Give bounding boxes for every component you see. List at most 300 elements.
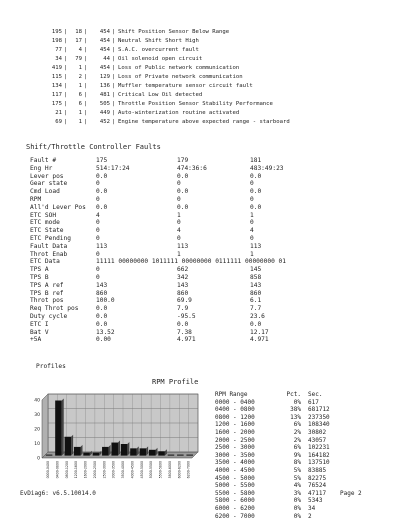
fault-description: Critical Low Oil detected xyxy=(118,91,202,100)
rpm-range: 2000 - 2500 xyxy=(215,437,255,445)
rpm-profile-chart xyxy=(28,392,208,487)
param-value-2: 179 xyxy=(177,157,188,165)
rpm-range: 1200 - 1600 xyxy=(215,421,255,429)
param-value-3: 0 xyxy=(250,219,254,227)
param-label: Req Throt pos xyxy=(30,305,78,313)
fault-code: 454 xyxy=(88,64,110,73)
param-value-2: 474:36:6 xyxy=(177,165,207,173)
column-separator: | xyxy=(64,64,67,73)
param-value-1: 860 xyxy=(96,290,107,298)
param-value-3: 0 xyxy=(250,196,254,204)
param-row xyxy=(30,313,380,321)
rpm-sec: 2 xyxy=(308,513,312,520)
chart-bar xyxy=(140,448,147,455)
rpm-range: 4500 - 5000 xyxy=(215,475,255,483)
column-separator: | xyxy=(112,100,115,109)
chart-bar xyxy=(121,444,128,456)
x-tick-label: 5800-6000 xyxy=(168,461,172,478)
y-tick-label: 10 xyxy=(34,441,40,447)
rpm-sec: 83885 xyxy=(308,467,326,475)
param-value-1: 0.0 xyxy=(96,173,107,181)
param-value-1: 0.0 xyxy=(96,204,107,212)
param-value-1: 0.0 xyxy=(96,321,107,329)
y-tick-label: 30 xyxy=(34,412,40,418)
param-value-2: 4.971 xyxy=(177,336,196,344)
param-label: ETC SOH xyxy=(30,212,56,220)
column-separator: | xyxy=(64,46,67,55)
rpm-pct: 8% xyxy=(281,459,301,467)
chart-bar xyxy=(74,447,81,456)
rpm-pct: 0% xyxy=(281,399,301,407)
param-value-2: 0 xyxy=(177,180,181,188)
y-tick-label: 40 xyxy=(34,398,40,404)
fault-description: Shift Position Sensor Below Range xyxy=(118,28,229,37)
fault-number: 198 xyxy=(30,37,62,46)
param-value-3: 0.0 xyxy=(250,188,261,196)
param-value-1: 0.0 xyxy=(96,188,107,196)
x-tick-label: 6200-7000 xyxy=(187,461,191,478)
param-value-3: 0.0 xyxy=(250,204,261,212)
column-separator: | xyxy=(84,46,87,55)
column-separator: | xyxy=(84,28,87,37)
rpm-range: 1600 - 2000 xyxy=(215,429,255,437)
rpm-pct: 38% xyxy=(281,406,301,414)
param-value-1: 0 xyxy=(96,196,100,204)
param-value-3: 6.1 xyxy=(250,297,261,305)
param-value-3: 12.17 xyxy=(250,329,269,337)
rpm-sec: 137510 xyxy=(308,459,330,467)
param-row xyxy=(30,251,380,259)
param-value-2: 1 xyxy=(177,212,181,220)
fault-row xyxy=(30,28,370,37)
x-tick-label: 5000-5500 xyxy=(149,461,153,478)
column-separator: | xyxy=(84,118,87,127)
param-row xyxy=(30,282,380,290)
param-value-3: 1 xyxy=(250,251,254,259)
param-row xyxy=(30,321,380,329)
param-value-3: 143 xyxy=(250,282,261,290)
column-separator: | xyxy=(64,28,67,37)
param-value-3: 858 xyxy=(250,274,261,282)
param-value-wide: 11111 00000000 1011111 00000000 0111111 00000000 01 xyxy=(96,258,286,266)
param-value-1: 143 xyxy=(96,282,107,290)
param-row xyxy=(30,266,380,274)
column-separator: | xyxy=(84,37,87,46)
param-label: TPS A ref xyxy=(30,282,64,290)
fault-code: 449 xyxy=(88,109,110,118)
chart-bar-side xyxy=(127,442,129,456)
fault-code: 454 xyxy=(88,37,110,46)
param-value-1: 0.0 xyxy=(96,313,107,321)
param-row xyxy=(30,336,380,344)
param-row xyxy=(30,235,380,243)
param-value-1: 13.52 xyxy=(96,329,115,337)
param-label: ETC Pending xyxy=(30,235,71,243)
rpm-row xyxy=(215,452,385,460)
column-separator: | xyxy=(64,100,67,109)
fault-row xyxy=(30,118,370,127)
footer-page-number: Page 2 xyxy=(340,490,362,497)
chart-bar xyxy=(55,401,62,456)
param-value-3: 7.7 xyxy=(250,305,261,313)
x-tick-label: 2500-3000 xyxy=(102,461,106,478)
param-value-2: 113 xyxy=(177,243,188,251)
param-row xyxy=(30,180,380,188)
x-tick-label: 3500-4000 xyxy=(121,461,125,478)
rpm-pct: 2% xyxy=(281,429,301,437)
rpm-pct: 6% xyxy=(281,421,301,429)
param-label: ETC I xyxy=(30,321,49,329)
fault-number: 69 xyxy=(30,118,62,127)
param-label: Eng Hr xyxy=(30,165,52,173)
column-separator: | xyxy=(112,64,115,73)
param-label: Throt Enab xyxy=(30,251,67,259)
column-separator: | xyxy=(84,55,87,64)
fault-code: 44 xyxy=(88,55,110,64)
param-label: +5A xyxy=(30,336,41,344)
chart-bar xyxy=(186,455,193,456)
rpm-pct: 0% xyxy=(281,497,301,505)
param-label: ETC mode xyxy=(30,219,60,227)
rpm-pct: 2% xyxy=(281,437,301,445)
param-value-1: 0 xyxy=(96,180,100,188)
x-tick-label: 0000-0400 xyxy=(46,461,50,478)
rpm-row xyxy=(215,399,385,407)
rpm-sec: 5343 xyxy=(308,497,322,505)
param-value-1: 0.00 xyxy=(96,336,111,344)
fault-count: 17 xyxy=(68,37,82,46)
param-row xyxy=(30,329,380,337)
column-separator: | xyxy=(112,73,115,82)
rpm-sec: 617 xyxy=(308,399,319,407)
fault-code: 454 xyxy=(88,28,110,37)
param-label: Lever pos xyxy=(30,173,64,181)
param-value-2: 860 xyxy=(177,290,188,298)
rpm-range-table xyxy=(215,391,385,520)
fault-row xyxy=(30,37,370,46)
y-tick-label: 0 xyxy=(37,456,40,462)
param-label: ETC Data xyxy=(30,258,60,266)
param-value-3: 483:49:23 xyxy=(250,165,284,173)
param-value-1: 0 xyxy=(96,235,100,243)
column-separator: | xyxy=(64,82,67,91)
column-separator: | xyxy=(84,100,87,109)
rpm-range: 5500 - 5800 xyxy=(215,490,255,498)
column-separator: | xyxy=(112,55,115,64)
rpm-row xyxy=(215,497,385,505)
profiles-label: Profiles xyxy=(36,363,66,370)
rpm-sec: 681712 xyxy=(308,406,330,414)
rpm-row xyxy=(215,429,385,437)
param-row xyxy=(30,196,380,204)
param-label: ETC State xyxy=(30,227,64,235)
param-value-3: 4.971 xyxy=(250,336,269,344)
param-value-2: 0.0 xyxy=(177,188,188,196)
param-value-2: 143 xyxy=(177,282,188,290)
column-separator: | xyxy=(84,109,87,118)
rpm-row xyxy=(215,505,385,513)
param-value-2: 0 xyxy=(177,196,181,204)
chart-bar xyxy=(93,453,100,456)
param-value-2: 662 xyxy=(177,266,188,274)
param-value-1: 0.0 xyxy=(96,305,107,313)
chart-bar xyxy=(83,453,90,456)
column-separator: | xyxy=(112,37,115,46)
param-value-3: 0 xyxy=(250,235,254,243)
param-value-2: 7.38 xyxy=(177,329,192,337)
param-label: Bat V xyxy=(30,329,49,337)
fault-number: 419 xyxy=(30,64,62,73)
rpm-range: 5800 - 6000 xyxy=(215,497,255,505)
param-value-3: 181 xyxy=(250,157,261,165)
fault-description: Muffler temperature sensor circuit fault xyxy=(118,82,253,91)
column-separator: | xyxy=(112,28,115,37)
rpm-sec: 102231 xyxy=(308,444,330,452)
param-value-2: 1 xyxy=(177,251,181,259)
param-value-2: 69.9 xyxy=(177,297,192,305)
fault-row xyxy=(30,109,370,118)
x-tick-label: 0400-0800 xyxy=(55,461,59,478)
fault-description: Loss of Private network communication xyxy=(118,73,243,82)
rpm-pct: 6% xyxy=(281,444,301,452)
param-row xyxy=(30,274,380,282)
fault-description: Oil solenoid open circuit xyxy=(118,55,202,64)
column-separator: | xyxy=(84,73,87,82)
rpm-range: 5000 - 5500 xyxy=(215,482,255,490)
fault-number: 34 xyxy=(30,55,62,64)
chart-bar-side xyxy=(71,435,73,456)
param-row xyxy=(30,297,380,305)
column-separator: | xyxy=(64,91,67,100)
rpm-range: 3000 - 3500 xyxy=(215,452,255,460)
fault-row xyxy=(30,64,370,73)
rpm-sec: 108340 xyxy=(308,421,330,429)
footer-version: EvDiag6: v6.5.10014.0 xyxy=(20,490,96,497)
rpm-range: 2500 - 3000 xyxy=(215,444,255,452)
rpm-sec: 30802 xyxy=(308,429,326,437)
x-tick-label: 2000-2500 xyxy=(93,461,97,478)
param-row xyxy=(30,173,380,181)
rpm-pct: 13% xyxy=(281,414,301,422)
rpm-sec: 76524 xyxy=(308,482,326,490)
param-row xyxy=(30,243,380,251)
fault-code: 481 xyxy=(88,91,110,100)
chart-side-wall xyxy=(42,394,48,458)
rpm-row xyxy=(215,467,385,475)
fault-count: 4 xyxy=(68,46,82,55)
param-value-2: 4 xyxy=(177,227,181,235)
chart-bar xyxy=(168,455,175,456)
param-label: TPS B ref xyxy=(30,290,64,298)
param-value-3: 145 xyxy=(250,266,261,274)
fault-number: 21 xyxy=(30,109,62,118)
x-tick-label: 4000-4500 xyxy=(130,461,134,478)
rpm-range: 4000 - 4500 xyxy=(215,467,255,475)
fault-row xyxy=(30,82,370,91)
controller-fault-table xyxy=(30,157,380,344)
param-row xyxy=(30,204,380,212)
column-separator: | xyxy=(112,118,115,127)
column-separator: | xyxy=(112,46,115,55)
param-value-1: 0 xyxy=(96,227,100,235)
x-tick-label: 3000-3500 xyxy=(112,461,116,478)
fault-code-list xyxy=(30,28,370,127)
param-label: All'd Lever Pos xyxy=(30,204,86,212)
fault-row xyxy=(30,100,370,109)
param-value-1: 0 xyxy=(96,251,100,259)
fault-row xyxy=(30,91,370,100)
rpm-row xyxy=(215,459,385,467)
param-value-2: 0.0 xyxy=(177,173,188,181)
rpm-range: 0400 - 0800 xyxy=(215,406,255,414)
x-tick-label: 6000-6200 xyxy=(177,461,181,478)
param-row xyxy=(30,165,380,173)
column-separator: | xyxy=(112,91,115,100)
param-value-2: 0.0 xyxy=(177,204,188,212)
column-separator: | xyxy=(64,55,67,64)
param-value-3: 0 xyxy=(250,180,254,188)
fault-count: 1 xyxy=(68,109,82,118)
rpm-row xyxy=(215,421,385,429)
fault-description: Auto-winterization routine activated xyxy=(118,109,239,118)
param-value-2: 0.0 xyxy=(177,321,188,329)
fault-description: Loss of Public network communication xyxy=(118,64,239,73)
rpm-pct: 5% xyxy=(281,467,301,475)
param-value-3: 0.0 xyxy=(250,321,261,329)
rpm-row xyxy=(215,482,385,490)
fault-count: 2 xyxy=(68,73,82,82)
param-value-1: 4 xyxy=(96,212,100,220)
chart-bar xyxy=(111,443,118,456)
fault-row xyxy=(30,46,370,55)
fault-count: 18 xyxy=(68,28,82,37)
fault-count: 6 xyxy=(68,91,82,100)
fault-code: 454 xyxy=(88,46,110,55)
rpm-row xyxy=(215,406,385,414)
chart-bar-side xyxy=(62,399,64,456)
fault-number: 77 xyxy=(30,46,62,55)
fault-code: 129 xyxy=(88,73,110,82)
column-separator: | xyxy=(112,82,115,91)
param-value-2: 342 xyxy=(177,274,188,282)
param-label: Gear state xyxy=(30,180,67,188)
fault-count: 79 xyxy=(68,55,82,64)
param-value-3: 113 xyxy=(250,243,261,251)
param-row xyxy=(30,219,380,227)
fault-number: 134 xyxy=(30,82,62,91)
rpm-range: 0000 - 0400 xyxy=(215,399,255,407)
rpm-pct: 4% xyxy=(281,482,301,490)
column-separator: | xyxy=(64,37,67,46)
rpm-row xyxy=(215,444,385,452)
rpm-sec: 237350 xyxy=(308,414,330,422)
rpm-row xyxy=(215,513,385,520)
rpm-range: 6200 - 7000 xyxy=(215,513,255,520)
chart-bar xyxy=(46,455,53,456)
fault-number: 175 xyxy=(30,100,62,109)
param-value-1: 0 xyxy=(96,219,100,227)
fault-row xyxy=(30,55,370,64)
param-row xyxy=(30,258,380,266)
fault-description: S.A.C. overcurrent fault xyxy=(118,46,199,55)
param-label: TPS B xyxy=(30,274,49,282)
param-label: Throt pos xyxy=(30,297,64,305)
chart-title: RPM Profile xyxy=(152,378,198,386)
param-value-3: 1 xyxy=(250,212,254,220)
param-value-1: 0 xyxy=(96,274,100,282)
param-value-2: 0 xyxy=(177,219,181,227)
rpm-sec: 34 xyxy=(308,505,315,513)
header-pct: Pct. xyxy=(281,391,301,399)
x-tick-label: 1600-2000 xyxy=(84,461,88,478)
chart-bar xyxy=(102,447,109,456)
y-tick-label: 20 xyxy=(34,427,40,433)
param-row xyxy=(30,305,380,313)
rpm-sec: 47117 xyxy=(308,490,326,498)
rpm-pct: 9% xyxy=(281,452,301,460)
column-separator: | xyxy=(84,82,87,91)
fault-code: 505 xyxy=(88,100,110,109)
fault-count: 1 xyxy=(68,64,82,73)
rpm-row xyxy=(215,437,385,445)
rpm-pct: 0% xyxy=(281,505,301,513)
fault-description: Neutral Shift Short High xyxy=(118,37,199,46)
column-separator: | xyxy=(64,73,67,82)
header-sec: Sec. xyxy=(308,391,322,399)
fault-number: 195 xyxy=(30,28,62,37)
param-value-3: 4 xyxy=(250,227,254,235)
fault-description: Throttle Position Sensor Stability Performance xyxy=(118,100,273,109)
param-value-1: 514:17:24 xyxy=(96,165,130,173)
param-label: Fault Data xyxy=(30,243,67,251)
param-row xyxy=(30,157,380,165)
param-value-3: 0.0 xyxy=(250,173,261,181)
param-label: Fault # xyxy=(30,157,56,165)
param-value-1: 0 xyxy=(96,266,100,274)
rpm-row xyxy=(215,414,385,422)
param-row xyxy=(30,227,380,235)
column-separator: | xyxy=(84,91,87,100)
x-tick-label: 5500-5800 xyxy=(159,461,163,478)
rpm-range: 3500 - 4000 xyxy=(215,459,255,467)
param-label: Duty cycle xyxy=(30,313,67,321)
column-separator: | xyxy=(64,118,67,127)
column-separator: | xyxy=(84,64,87,73)
param-value-2: -95.5 xyxy=(177,313,196,321)
rpm-pct: 0% xyxy=(281,513,301,520)
param-value-3: 860 xyxy=(250,290,261,298)
rpm-range: 0800 - 1200 xyxy=(215,414,255,422)
param-value-1: 113 xyxy=(96,243,107,251)
fault-count: 6 xyxy=(68,100,82,109)
fault-row xyxy=(30,73,370,82)
param-value-2: 0 xyxy=(177,235,181,243)
chart-bar xyxy=(158,451,165,455)
column-separator: | xyxy=(112,109,115,118)
rpm-sec: 164182 xyxy=(308,452,330,460)
fault-number: 115 xyxy=(30,73,62,82)
chart-bar-side xyxy=(118,441,120,456)
section-title: Shift/Throttle Controller Faults xyxy=(26,143,161,151)
fault-description: Engine temperature above expected range - starboard xyxy=(118,118,290,127)
fault-count: 1 xyxy=(68,82,82,91)
rpm-pct: 5% xyxy=(281,475,301,483)
param-row xyxy=(30,290,380,298)
fault-code: 452 xyxy=(88,118,110,127)
rpm-range: 6000 - 6200 xyxy=(215,505,255,513)
param-value-2: 7.9 xyxy=(177,305,188,313)
header-rpm-range: RPM Range xyxy=(215,391,248,399)
